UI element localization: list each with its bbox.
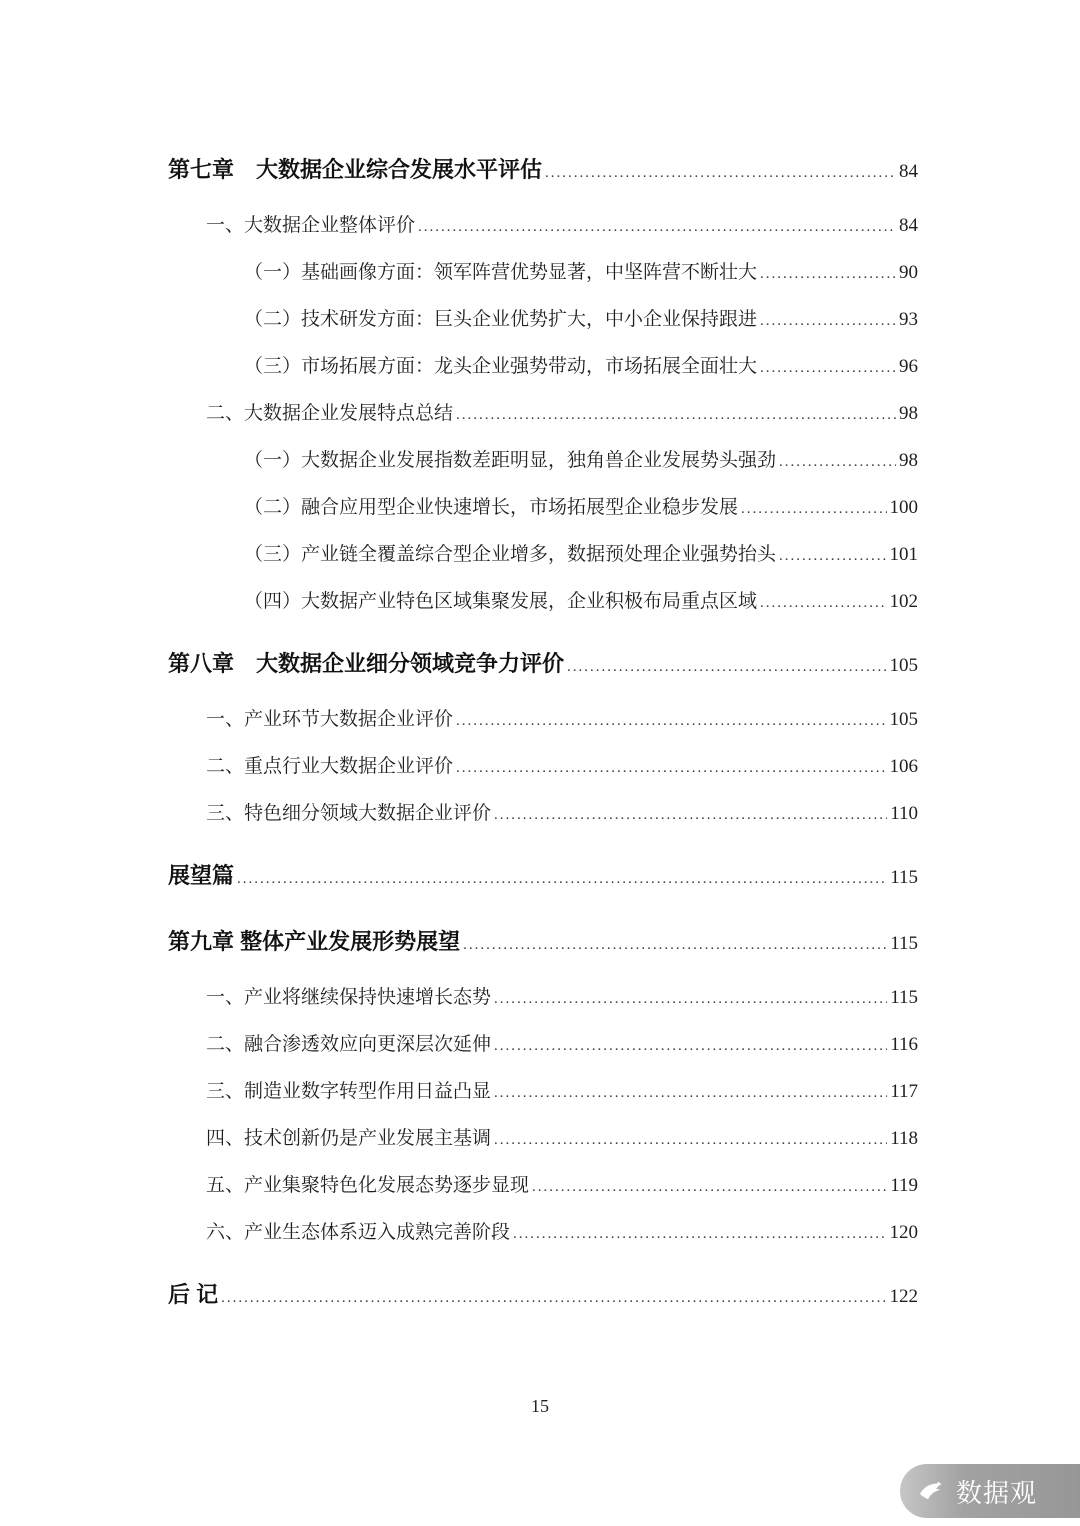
toc-entry-title: 第八章 大数据企业细分领域竞争力评价 <box>168 651 565 676</box>
toc-entry-page: 115 <box>890 933 918 954</box>
toc-entry-page: 120 <box>889 1222 918 1243</box>
toc-row <box>168 1022 918 1069</box>
toc-row <box>168 1163 918 1210</box>
toc-entry-title: 后 记 <box>168 1282 219 1307</box>
toc-entry-title: （二）融合应用型企业快速增长，市场拓展型企业稳步发展 <box>244 497 739 518</box>
toc-entry-title: 三、特色细分领域大数据企业评价 <box>206 803 492 824</box>
toc-entry-title: 第七章 大数据企业综合发展水平评估 <box>168 157 543 182</box>
toc-dot-leader <box>532 1163 887 1210</box>
toc-entry-title: （一）基础画像方面：领军阵营优势显著，中坚阵营不断壮大 <box>244 262 758 283</box>
toc-entry-page: 98 <box>899 403 918 424</box>
watermark-brand-text: 数据观 <box>956 1477 1038 1508</box>
page-number: 15 <box>531 1396 549 1416</box>
toc-dot-leader <box>463 917 887 970</box>
toc-row <box>168 1069 918 1116</box>
toc-dot-leader <box>567 639 886 692</box>
toc-entry-title: 五、产业集聚特色化发展态势逐步显现 <box>206 1175 530 1196</box>
toc-entry-page: 93 <box>899 309 918 330</box>
toc-entry-page: 117 <box>890 1081 918 1102</box>
toc-row <box>168 851 918 904</box>
toc-dot-leader <box>760 579 886 626</box>
toc-row <box>168 1210 918 1257</box>
toc-entry-page: 106 <box>889 756 918 777</box>
toc-row <box>168 532 918 579</box>
toc-row <box>168 791 918 838</box>
toc-entry-title: 二、重点行业大数据企业评价 <box>206 756 454 777</box>
toc-dot-leader <box>513 1210 886 1257</box>
toc-row <box>168 145 918 198</box>
toc-entry-page: 105 <box>889 709 918 730</box>
toc-row <box>168 344 918 391</box>
toc-dot-leader <box>760 297 896 344</box>
toc-row <box>168 203 918 250</box>
toc-entry-page: 101 <box>889 544 918 565</box>
toc-dot-leader <box>237 851 887 904</box>
toc-dot-leader <box>494 1069 887 1116</box>
toc-entry-page: 96 <box>899 356 918 377</box>
toc-dot-leader <box>456 391 896 438</box>
toc-row <box>168 297 918 344</box>
toc-row <box>168 1116 918 1163</box>
toc-entry-page: 115 <box>890 867 918 888</box>
toc-dot-leader <box>456 744 886 791</box>
toc-dot-leader <box>494 1022 887 1069</box>
toc-dot-leader <box>779 438 896 485</box>
toc-entry-title: 六、产业生态体系迈入成熟完善阶段 <box>206 1222 511 1243</box>
toc-dot-leader <box>760 344 896 391</box>
toc-entry-title: 二、融合渗透效应向更深层次延伸 <box>206 1034 492 1055</box>
toc-row <box>168 975 918 1022</box>
toc-entry-page: 118 <box>890 1128 918 1149</box>
toc-dot-leader <box>760 250 896 297</box>
toc-row <box>168 639 918 692</box>
toc-entry-page: 116 <box>890 1034 918 1055</box>
toc-dot-leader <box>741 485 886 532</box>
toc-row <box>168 744 918 791</box>
toc-entry-title: （三）市场拓展方面：龙头企业强势带动，市场拓展全面壮大 <box>244 356 758 377</box>
toc-row <box>168 391 918 438</box>
toc-row <box>168 1270 918 1323</box>
toc-entry-page: 110 <box>890 803 918 824</box>
toc-entry-page: 98 <box>899 450 918 471</box>
toc-entry-title: （三）产业链全覆盖综合型企业增多，数据预处理企业强势抬头 <box>244 544 777 565</box>
toc-entry-title: 三、制造业数字转型作用日益凸显 <box>206 1081 492 1102</box>
toc-entry-title: 一、产业环节大数据企业评价 <box>206 709 454 730</box>
toc-entry-title: （二）技术研发方面：巨头企业优势扩大，中小企业保持跟进 <box>244 309 758 330</box>
toc-dot-leader <box>494 975 887 1022</box>
toc-dot-leader <box>494 791 887 838</box>
toc-entry-page: 105 <box>889 655 918 676</box>
toc-row <box>168 250 918 297</box>
toc-entry-title: 二、大数据企业发展特点总结 <box>206 403 454 424</box>
toc-entry-page: 90 <box>899 262 918 283</box>
toc-dot-leader <box>456 697 886 744</box>
toc-row <box>168 917 918 970</box>
toc-dot-leader <box>221 1270 886 1323</box>
toc-entry-page: 119 <box>890 1175 918 1196</box>
table-of-contents <box>168 132 918 1328</box>
toc-entry-title: 一、大数据企业整体评价 <box>206 215 416 236</box>
toc-entry-title: 四、技术创新仍是产业发展主基调 <box>206 1128 492 1149</box>
toc-entry-title: 展望篇 <box>168 863 235 888</box>
toc-entry-title: 第九章 整体产业发展形势展望 <box>168 929 461 954</box>
toc-entry-page: 84 <box>899 161 918 182</box>
toc-entry-title: （四）大数据产业特色区域集聚发展，企业积极布局重点区域 <box>244 591 758 612</box>
toc-entry-page: 115 <box>890 987 918 1008</box>
toc-entry-page: 100 <box>889 497 918 518</box>
toc-entry-title: 一、产业将继续保持快速增长态势 <box>206 987 492 1008</box>
toc-entry-page: 122 <box>889 1286 918 1307</box>
toc-row <box>168 579 918 626</box>
toc-row <box>168 485 918 532</box>
toc-entry-page: 84 <box>899 215 918 236</box>
shujuguan-logo-icon <box>914 1474 948 1508</box>
toc-dot-leader <box>545 145 896 198</box>
toc-dot-leader <box>779 532 886 579</box>
toc-entry-page: 102 <box>889 591 918 612</box>
toc-entry-title: （一）大数据企业发展指数差距明显，独角兽企业发展势头强劲 <box>244 450 777 471</box>
watermark-badge <box>900 1464 1080 1518</box>
toc-row <box>168 438 918 485</box>
toc-row <box>168 697 918 744</box>
toc-dot-leader <box>494 1116 887 1163</box>
toc-dot-leader <box>418 203 896 250</box>
